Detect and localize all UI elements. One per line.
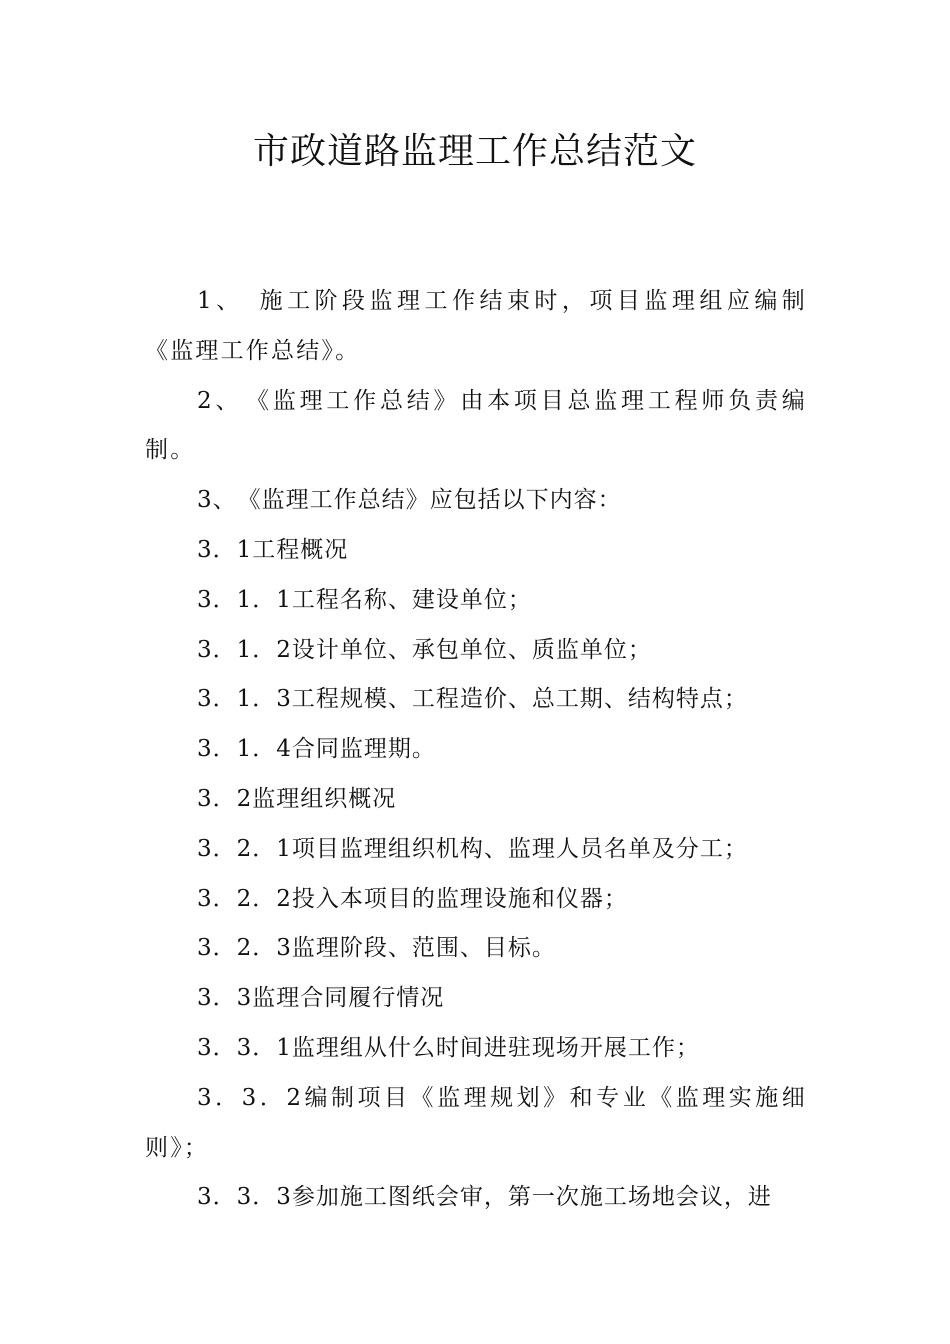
paragraph: 3．3监理合同履行情况 xyxy=(197,985,445,1012)
paragraph: 3．2．2投入本项目的监理设施和仪器； xyxy=(197,885,628,912)
paragraph: 3．3．1监理组从什么时间进驻现场开展工作； xyxy=(197,1034,700,1061)
paragraph: 3．2．3监理阶段、范围、目标。 xyxy=(197,935,556,962)
paragraph: 3．1．2设计单位、承包单位、质监单位； xyxy=(197,636,652,663)
document-title: 市政道路监理工作总结范文 xyxy=(252,131,697,172)
paragraph: 3．3．3参加施工图纸会审，第一次施工场地会议，进 xyxy=(197,1184,772,1211)
paragraph: 3．2监理组织概况 xyxy=(197,785,397,812)
paragraph: 3、 《监理工作总结》应包括以下内容： xyxy=(197,487,622,514)
paragraph: 3．1．1工程名称、建设单位； xyxy=(197,586,532,613)
paragraph: 3．3．2编制项目《监理规划》和专业《监理实施细则》； xyxy=(145,1084,807,1161)
paragraph: 3．1工程概况 xyxy=(197,536,349,563)
paragraph: 2、 《监理工作总结》由本项目总监理工程师负责编制。 xyxy=(145,387,807,464)
document-body xyxy=(145,277,807,1223)
paragraph: 3．2．1项目监理组织机构、监理人员名单及分工； xyxy=(197,835,748,862)
paragraph: 3．1．4合同监理期。 xyxy=(197,736,436,763)
paragraph: 1、 施工阶段监理工作结束时，项目监理组应编制《监理工作总结》。 xyxy=(145,288,807,364)
paragraph: 3．1．3工程规模、工程造价、总工期、结构特点； xyxy=(197,686,748,713)
